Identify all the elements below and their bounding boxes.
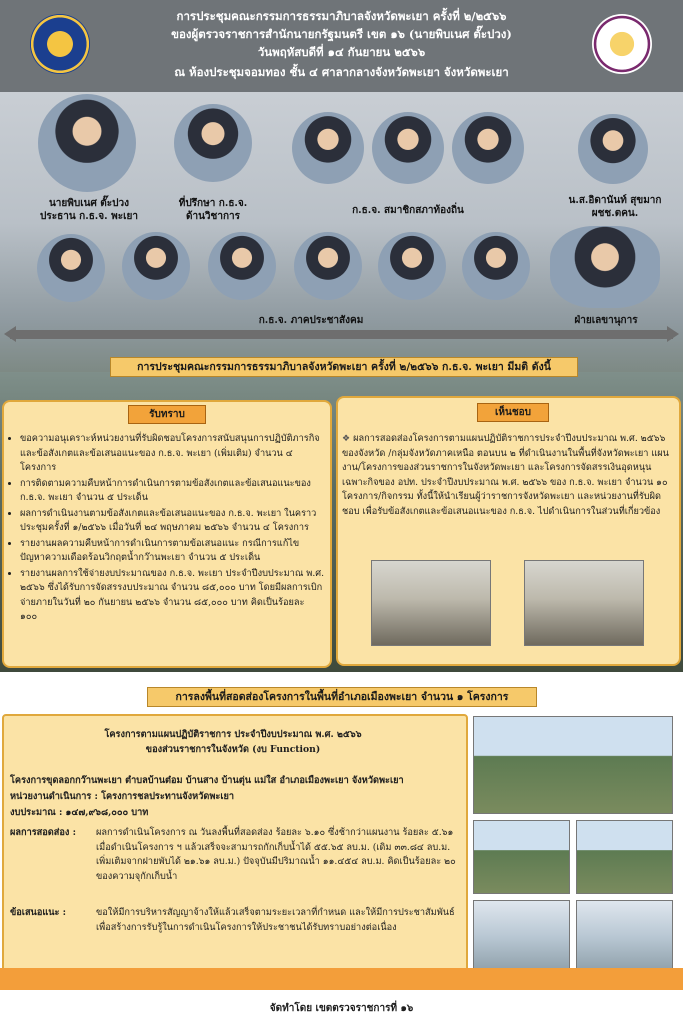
civil-photo-6	[462, 232, 530, 300]
project-title-1: โครงการตามแผนปฏิบัติราชการ ประจำปีงบประมาณ พ.ศ. ๒๕๖๖	[104, 729, 362, 740]
secretariat-photo	[550, 226, 660, 308]
acknowledge-tag: รับทราบ	[128, 405, 206, 424]
arrow-left-icon	[4, 326, 16, 342]
result-text: ผลการดำเนินโครงการ ณ วันลงพื้นที่สอดส่อง ร้อยละ ๖.๑๐ ซึ่งช้ากว่าแผนงาน ร้อยละ ๕.๖๑ เมื่อดำเนินโครงการ ฯ แล้วเสร็จจะสามารถกักเก็บน้ำได้ ๕๕.๖๕ ลบ.ม. (เดิม ๓๓.๘๔ ลบ.ม. เพิ่มเติมจากฝายพับได้ ๒๑.๖๑ ลบ.ม.) ปัจจุบันมีปริมาณน้ำ ๑๑.๔๕๔ ลบ.ม. คิดเป็นร้อยละ ๒๐ ของความจุกักเก็บน้ำ	[96, 827, 456, 882]
meeting-photo-1	[371, 560, 491, 646]
chair-label: นายพิบเนศ ตั๊ะปวง ประธาน ก.ธ.จ. พะเยา	[40, 198, 138, 222]
site-photo-2	[576, 820, 673, 894]
local-member-photo-3	[452, 112, 524, 184]
site-photo-4	[576, 900, 673, 974]
advice-label: ข้อเสนอแนะ :	[10, 907, 67, 918]
civil-society-label: ก.ธ.จ. ภาคประชาสังคม	[258, 315, 364, 326]
footer-credit: จัดทำโดย เขตตรวจราชการที่ ๑๖	[269, 1003, 414, 1014]
governance-buddha-logo	[592, 14, 652, 74]
project-agency: หน่วยงานดำเนินการ : โครงการชลประทานจังหวัดพะเยา	[10, 791, 235, 802]
advisor-label: ที่ปรึกษา ก.ธ.จ. ด้านวิชาการ	[178, 198, 248, 222]
nso-photo	[578, 114, 648, 184]
acknowledge-item: • รายงานผลความคืบหน้าการดำเนินการตามข้อเสนอแนะ กรณีการแก้ไขปัญหาความเดือดร้อนวิกฤตน้ำกว๊านพะเยา จำนวน ๕ ประเด็น	[20, 537, 324, 566]
project-budget: งบประมาณ : ๑๔๗,๙๖๘,๐๐๐ บาท	[10, 807, 149, 818]
acknowledge-item: • รายงานผลการใช้จ่ายงบประมาณของ ก.ธ.จ. พะเยา ประจำปีงบประมาณ พ.ศ. ๒๕๖๖ ซึ่งได้รับการจัดสรรงบประมาณ จำนวน ๘๕,๐๐๐ บาท โดยมีผลการเบิกจ่ายภายในวันที่ ๒๐ กันยายน ๒๕๖๖ จำนวน ๘๕,๐๐๐ บาท คิดเป็นร้อยละ ๑๐๐	[20, 567, 324, 625]
secretariat-label: ฝ่ายเลขานุการ	[574, 315, 638, 326]
civil-photo-2	[122, 232, 190, 300]
civil-photo-5	[378, 232, 446, 300]
civil-photo-1	[37, 234, 105, 302]
header-venue: ณ ห้องประชุมจอมทอง ชั้น ๔ ศาลากลางจังหวัดพะเยา จังหวัดพะเยา	[174, 65, 509, 79]
chair-photo	[38, 94, 136, 192]
local-member-photo-1	[292, 112, 364, 184]
acknowledge-list	[6, 432, 324, 626]
acknowledge-item: • ขอความอนุเคราะห์หน่วยงานที่รับผิดชอบโครงการสนับสนุนการปฏิบัติภารกิจ และข้อสังเกตและข้อเสนอแนะของ ก.ธ.จ. พะเยา (เพิ่มเติม) จำนวน ๔ โครงการ	[20, 432, 324, 476]
province-seal-logo	[30, 14, 90, 74]
arrow-right-icon	[667, 326, 679, 342]
civil-photo-3	[208, 232, 276, 300]
advisor-photo	[174, 104, 252, 182]
site-photo-3	[473, 900, 570, 974]
local-member-photo-2	[372, 112, 444, 184]
approve-text: ผลการสอดส่องโครงการตามแผนปฏิบัติราชการประจำปีงบประมาณ พ.ศ. ๒๕๖๖ ของจังหวัด /กลุ่มจังหวัดภาคเหนือ ตอนบน ๒ ที่ดำเนินงานในพื้นที่จังหวัดพะเยา แผนงาน/โครงการของส่วนราชการในจังหวัดพะเยา และโครงการจัดสรรเงินอุดหนุนเฉพาะกิจของ อปท. ประจำปีงบประมาณ พ.ศ. ๒๕๖๖ ของ ก.ธ.จ. พะเยา จำนวน ๑๐ โครงการ/กิจกรรม ทั้งนี้ให้นำเรียนผู้ว่าราชการจังหวัดพะเยา และหน่วยงานที่รับผิดชอบ เพื่อรับข้อสังเกตและข้อเสนอแนะของ ก.ธ.จ. ไปดำเนินการในส่วนที่เกี่ยวข้อง	[342, 433, 669, 517]
advice-text: ขอให้มีการบริหารสัญญาจ้างให้แล้วเสร็จตามระยะเวลาที่กำหนด และให้มีการประชาสัมพันธ์เพื่อสร้างการรับรู้ในการดำเนินโครงการให้ประชาชนได้รับทราบอย่างต่อเนื่อง	[96, 907, 455, 933]
divider-arrow	[10, 330, 673, 339]
approve-tag: เห็นชอบ	[477, 403, 549, 422]
header-title-line2: ของผู้ตรวจราชการสำนักนายกรัฐมนตรี เขต ๑๖ (นายพิบเนศ ตั๊ะปวง)	[171, 27, 512, 41]
result-label: ผลการสอดส่อง :	[10, 827, 76, 838]
site-photo-1	[473, 820, 570, 894]
acknowledge-item: • ผลการดำเนินงานตามข้อสังเกตและข้อเสนอแนะของ ก.ธ.จ. พะเยา ในคราวประชุมครั้งที่ ๑/๒๕๖๖ เมื่อวันที่ ๒๔ พฤษภาคม ๒๕๖๖ จำนวน ๔ โครงการ	[20, 507, 324, 536]
approve-text-wrap	[342, 432, 672, 519]
project-name: โครงการขุดลอกกว๊านพะเยา ตำบลบ้านต๋อม บ้านสาง บ้านตุ่น แม่ใส อำเภอเมืองพะเยา จังหวัดพะเยา	[10, 775, 404, 786]
header-date: วันพฤหัสบดีที่ ๑๔ กันยายน ๒๕๖๖	[257, 45, 426, 59]
meeting-photo-2	[524, 560, 644, 646]
acknowledge-item: • การติดตามความคืบหน้าการดำเนินการตามข้อสังเกตและข้อเสนอแนะของ ก.ธ.จ. พะเยา จำนวน ๕ ประเด็น	[20, 477, 324, 506]
civil-photo-4	[294, 232, 362, 300]
header-title-line1: การประชุมคณะกรรมการธรรมาภิบาลจังหวัดพะเยา ครั้งที่ ๒/๒๕๖๖	[176, 9, 507, 23]
site-visit-banner: การลงพื้นที่สอดส่องโครงการในพื้นที่อำเภอเมืองพะเยา จำนวน ๑ โครงการ	[147, 687, 537, 707]
diamond-bullet-icon: ❖	[342, 433, 354, 444]
site-group-photo	[473, 716, 673, 814]
project-title-2: ของส่วนราชการในจังหวัด (งบ Function)	[145, 744, 321, 755]
local-members-label: ก.ธ.จ. สมาชิกสภาท้องถิ่น	[352, 205, 464, 216]
resolution-banner: การประชุมคณะกรรมการธรรมาภิบาลจังหวัดพะเยา ครั้งที่ ๒/๒๕๖๖ ก.ธ.จ. พะเยา มีมติ ดังนี้	[110, 357, 578, 377]
nso-label: น.ส.อิดานันท์ สุขมาก ผชช.ตคน.	[568, 195, 662, 219]
